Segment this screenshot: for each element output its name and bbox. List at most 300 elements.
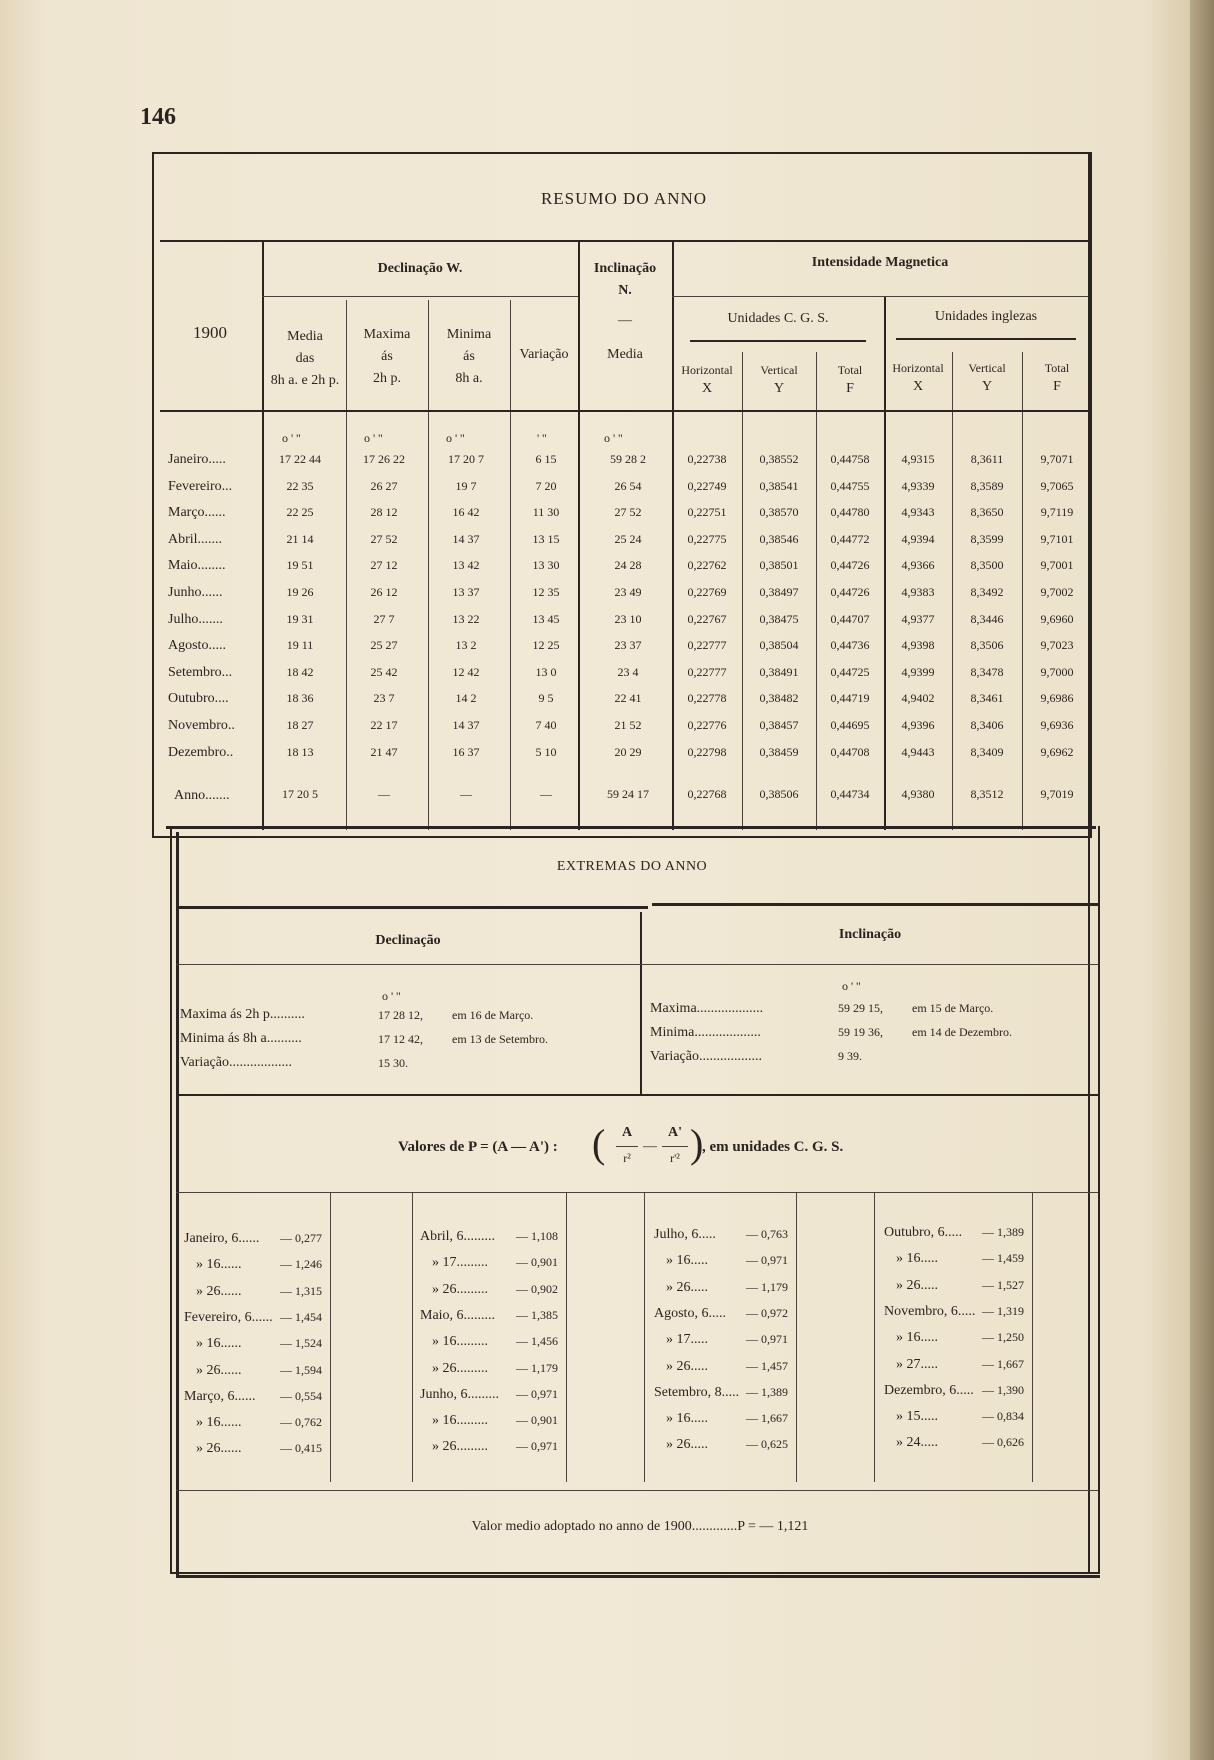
p-row-value: — 1,454 (280, 1309, 322, 1324)
p-row-label: Março, 6...... (184, 1388, 256, 1404)
cell-cy: 0,38541 (759, 478, 799, 493)
ing-y: Y (981, 379, 993, 394)
p-row-value: — 0,762 (280, 1415, 322, 1430)
col-minima-1: Minima (446, 327, 492, 342)
p-row-label: » 16..... (666, 1253, 708, 1269)
cell-maxima: 27 52 (370, 531, 398, 546)
p-row-label: Setembro, 8..... (654, 1384, 740, 1400)
cgs-y: Y (773, 381, 785, 396)
p-row-value: — 0,277 (280, 1231, 322, 1245)
cell-iy: 8,3492 (970, 585, 1004, 599)
anno-cx: 0,22768 (687, 787, 727, 801)
p-row-value: — 1,527 (982, 1277, 1024, 1292)
cell-cy: 0,38570 (759, 505, 799, 520)
cell-minima: 13 2 (455, 638, 477, 653)
cell-minima: 14 37 (452, 718, 480, 732)
unit-marks-maxima: o ' '' (364, 431, 383, 445)
cell-variacao: 11 30 (532, 505, 560, 520)
cell-incl: 27 52 (614, 505, 642, 520)
p-row-label: Novembro, 6..... (884, 1303, 976, 1319)
p-row-value: — 1,108 (516, 1229, 558, 1243)
decl-extrema-date: em 16 de Março. (452, 1008, 534, 1022)
cell-cf: 0,44726 (830, 558, 870, 573)
p-row-value: — 1,315 (280, 1283, 322, 1298)
cell-minima: 16 42 (452, 505, 480, 520)
intensidade-header: Intensidade Magnetica (811, 255, 949, 270)
cell-media: 19 31 (286, 611, 314, 626)
row-month: Janeiro..... (168, 452, 226, 467)
cell-maxima: 23 7 (373, 691, 395, 706)
cell-cx: 0,22798 (687, 744, 727, 759)
cell-incl: 22 41 (614, 691, 642, 706)
extremas-inclinacao-header: Inclinação (838, 927, 902, 942)
col-minima-3: 8h a. (455, 371, 483, 386)
valores-paren-open: ( (592, 1121, 606, 1166)
cell-media: 21 14 (286, 531, 314, 546)
extremas-units-decl: o ' '' (382, 989, 401, 1003)
cell-cy: 0,38501 (759, 558, 799, 573)
cell-cy: 0,38504 (759, 638, 799, 653)
p-row-label: » 15..... (896, 1409, 938, 1425)
cell-maxima: 27 12 (370, 558, 398, 573)
p-row-value: — 0,834 (982, 1409, 1024, 1424)
cell-maxima: 26 12 (370, 585, 398, 599)
p-row-label: » 16......... (432, 1334, 488, 1350)
p-row-label: » 16..... (666, 1411, 708, 1427)
unit-marks-incl: o ' '' (604, 431, 623, 445)
cell-ix: 4,9399 (901, 664, 935, 679)
p-row-value: — 1,667 (982, 1356, 1024, 1371)
p-row-label: » 26..... (666, 1279, 708, 1295)
p-row-value: — 1,390 (982, 1382, 1024, 1397)
cell-incl: 23 37 (614, 638, 642, 653)
cell-minima: 17 20 7 (448, 452, 484, 466)
col-media-2: das (295, 351, 315, 366)
cell-media: 18 42 (286, 664, 314, 679)
cell-if: 9,7119 (1040, 505, 1074, 520)
p-row-label: Outubro, 6..... (884, 1225, 963, 1240)
p-row-value: — 0,554 (280, 1388, 322, 1403)
cell-variacao: 13 45 (532, 611, 560, 626)
p-row-label: » 26......... (432, 1281, 488, 1297)
row-month: Novembro.. (168, 718, 235, 733)
ing-f: F (1053, 379, 1061, 394)
p-row-value: — 1,524 (280, 1336, 322, 1351)
extremas-declinacao-header: Declinação (375, 933, 441, 948)
p-row-label: » 26...... (196, 1283, 242, 1299)
p-row-label: Dezembro, 6..... (884, 1382, 974, 1398)
cell-variacao: 13 15 (532, 531, 560, 546)
cell-incl: 25 24 (614, 531, 642, 546)
cell-if: 9,7065 (1040, 478, 1074, 493)
cell-media: 22 35 (286, 478, 314, 493)
cell-cf: 0,44726 (830, 585, 870, 599)
p-row-label: » 26...... (196, 1441, 242, 1457)
incl-extrema-value: 9 39. (838, 1049, 862, 1063)
ing-total: Total (1044, 361, 1070, 375)
row-month: Dezembro.. (168, 744, 234, 760)
declinacao-header: Declinação W. (377, 261, 463, 276)
resumo-table-frame (152, 152, 1092, 838)
cell-iy: 8,3506 (970, 638, 1004, 653)
cell-maxima: 25 27 (370, 638, 398, 653)
cell-incl: 23 49 (614, 585, 642, 599)
cell-media: 18 36 (286, 691, 314, 706)
p-row-value: — 1,246 (280, 1257, 322, 1272)
cell-variacao: 13 30 (532, 558, 560, 573)
p-row-label: » 26......... (432, 1360, 488, 1376)
cell-iy: 8,3589 (970, 478, 1004, 493)
page-number: 146 (140, 104, 176, 130)
unidades-inglezas: Unidades inglezas (934, 309, 1038, 324)
cell-cy: 0,38497 (759, 585, 799, 599)
cell-cy: 0,38491 (759, 664, 799, 679)
cell-maxima: 21 47 (370, 744, 398, 759)
cell-maxima: 22 17 (370, 718, 398, 732)
cell-cf: 0,44772 (830, 531, 870, 546)
valores-title-prefix: Valores de P = (A — A') : (398, 1139, 558, 1155)
p-row-label: » 16...... (196, 1415, 242, 1431)
p-row-label: » 27..... (896, 1356, 938, 1372)
cgs-f: F (846, 381, 854, 396)
p-row-value: — 0,626 (982, 1435, 1024, 1450)
incl-extrema-label: Maxima................... (650, 1001, 764, 1016)
valores-frac2-num: A' (668, 1125, 682, 1140)
p-row-label: Agosto, 6..... (654, 1305, 726, 1321)
valores-frac1-den: r² (623, 1151, 631, 1165)
cell-cf: 0,44755 (830, 478, 870, 493)
cell-cf: 0,44719 (830, 691, 870, 706)
col-maxima-2: ás (381, 349, 393, 364)
p-row-label: » 26..... (896, 1277, 938, 1293)
p-row-value: — 0,971 (746, 1253, 788, 1268)
p-row-value: — 1,456 (516, 1334, 558, 1349)
cell-incl: 20 29 (614, 744, 642, 759)
anno-label: Anno....... (174, 788, 230, 803)
cell-cx: 0,22769 (687, 585, 727, 599)
cell-cx: 0,22777 (687, 638, 727, 653)
p-row-value: — 0,763 (746, 1227, 788, 1241)
p-row-label: Julho, 6..... (654, 1227, 716, 1242)
anno-media: 17 20 5 (282, 787, 318, 801)
anno-iy: 8,3512 (970, 787, 1004, 801)
cell-minima: 14 2 (455, 691, 477, 706)
anno-cf: 0,44734 (830, 787, 870, 801)
incl-extrema-value: 59 19 36, (838, 1025, 883, 1039)
cgs-x: X (701, 381, 713, 396)
cgs-vertical: Vertical (760, 363, 798, 377)
row-month: Fevereiro... (168, 478, 233, 494)
inclinacao-header: Inclinação (593, 261, 657, 276)
cell-media: 18 27 (286, 718, 314, 732)
cell-cx: 0,22777 (687, 664, 727, 679)
cell-variacao: 12 25 (532, 638, 560, 653)
cell-ix: 4,9383 (901, 585, 935, 599)
col-media-3: 8h a. e 2h p. (270, 373, 340, 388)
row-month: Setembro... (168, 664, 233, 680)
cell-cy: 0,38475 (759, 611, 799, 626)
cell-cx: 0,22749 (687, 478, 727, 493)
cell-cx: 0,22738 (687, 452, 727, 466)
p-row-value: — 0,625 (746, 1437, 788, 1452)
decl-extrema-label: Maxima ás 2h p.......... (180, 1007, 305, 1022)
col-media-1: Media (287, 329, 323, 344)
cell-variacao: 7 40 (535, 718, 557, 732)
row-month: Agosto..... (168, 638, 226, 654)
cell-ix: 4,9343 (901, 505, 935, 520)
p-row-label: Maio, 6......... (420, 1307, 496, 1323)
p-row-value: — 1,457 (746, 1358, 788, 1373)
p-row-value: — 0,901 (516, 1413, 558, 1428)
ing-horizontal: Horizontal (892, 361, 944, 375)
cell-if: 9,7002 (1040, 585, 1074, 599)
cell-variacao: 13 0 (535, 664, 557, 679)
ing-x: X (912, 379, 924, 394)
p-row-value: — 1,385 (516, 1307, 558, 1322)
incl-extrema-date: em 14 de Dezembro. (912, 1025, 1012, 1039)
unit-marks-media: o ' '' (282, 431, 301, 445)
valores-paren-close: ) (690, 1121, 704, 1166)
cell-maxima: 25 42 (370, 664, 398, 679)
incl-extrema-label: Minima................... (650, 1025, 761, 1040)
p-row-label: Junho, 6......... (420, 1386, 499, 1402)
cell-minima: 16 37 (452, 744, 480, 759)
p-row-label: » 16...... (196, 1336, 242, 1352)
row-month: Março...... (168, 505, 226, 521)
row-month: Julho....... (168, 611, 223, 627)
anno-incl: 59 24 17 (607, 787, 649, 801)
decl-extrema-value: 17 28 12, (378, 1008, 423, 1022)
cell-if: 9,7001 (1040, 558, 1074, 573)
cell-minima: 13 37 (452, 585, 480, 599)
anno-maxima: — (378, 787, 390, 801)
p-row-value: — 0,971 (746, 1332, 788, 1347)
cell-iy: 8,3650 (970, 505, 1004, 520)
col-minima-2: ás (463, 349, 475, 364)
decl-extrema-date: em 13 de Setembro. (452, 1032, 548, 1046)
p-row-label: » 26..... (666, 1437, 708, 1453)
cgs-total: Total (837, 363, 863, 377)
p-row-label: » 17......... (432, 1255, 488, 1271)
anno-minima: — (460, 787, 472, 801)
cell-ix: 4,9394 (901, 531, 935, 546)
cell-if: 9,6960 (1040, 611, 1074, 626)
cell-if: 9,6962 (1040, 744, 1074, 759)
cell-iy: 8,3611 (970, 452, 1004, 466)
p-row-label: Abril, 6......... (420, 1229, 496, 1244)
p-row-label: » 24..... (896, 1435, 938, 1451)
cell-ix: 4,9377 (901, 611, 935, 626)
cell-ix: 4,9402 (901, 691, 935, 706)
cell-if: 9,7071 (1040, 452, 1074, 466)
decl-extrema-value: 15 30. (378, 1056, 408, 1070)
p-row-label: Janeiro, 6...... (184, 1231, 260, 1246)
p-row-value: — 0,971 (516, 1439, 558, 1454)
cell-cy: 0,38459 (759, 744, 799, 759)
inclinacao-dash: — (618, 313, 632, 328)
resumo-title: RESUMO DO ANNO (540, 189, 708, 208)
p-row-value: — 1,389 (982, 1225, 1024, 1239)
p-row-value: — 1,319 (982, 1303, 1024, 1318)
unit-marks-minima: o ' '' (446, 431, 465, 445)
cell-iy: 8,3446 (970, 611, 1004, 626)
cell-cx: 0,22751 (687, 505, 727, 520)
cell-cx: 0,22762 (687, 558, 727, 573)
p-row-value: — 0,971 (516, 1386, 558, 1401)
valores-title-suffix: , em unidades C. G. S. (702, 1139, 844, 1155)
cell-cf: 0,44695 (830, 718, 870, 732)
p-row-label: » 26..... (666, 1358, 708, 1374)
cell-media: 22 25 (286, 505, 314, 520)
cell-iy: 8,3461 (970, 691, 1004, 706)
inclinacao-header-n: N. (618, 283, 632, 298)
cell-cx: 0,22778 (687, 691, 727, 706)
cell-ix: 4,9366 (901, 558, 935, 573)
incl-extrema-value: 59 29 15, (838, 1001, 883, 1015)
cell-if: 9,6986 (1040, 691, 1074, 706)
extremas-title: EXTREMAS DO ANNO (556, 859, 708, 874)
cell-variacao: 7 20 (535, 478, 557, 493)
p-row-label: » 16..... (896, 1251, 938, 1267)
p-row-value: — 0,902 (516, 1281, 558, 1296)
decl-extrema-label: Minima ás 8h a.......... (180, 1031, 302, 1046)
cell-cx: 0,22775 (687, 531, 727, 546)
incl-extrema-label: Variação.................. (650, 1049, 762, 1064)
cell-maxima: 28 12 (370, 505, 398, 520)
cell-incl: 23 4 (617, 664, 639, 679)
cell-media: 17 22 44 (279, 452, 321, 466)
cell-if: 9,7101 (1040, 531, 1074, 546)
p-row-label: Fevereiro, 6...... (184, 1309, 273, 1325)
p-row-label: » 26......... (432, 1439, 488, 1455)
cell-incl: 24 28 (614, 558, 642, 573)
p-row-value: — 0,972 (746, 1305, 788, 1320)
p-row-label: » 16......... (432, 1413, 488, 1429)
year-label: 1900 (193, 323, 227, 342)
cell-minima: 13 22 (452, 611, 480, 626)
cell-cf: 0,44707 (830, 611, 870, 626)
col-variacao: Variação (519, 347, 569, 362)
col-maxima-3: 2h p. (373, 371, 401, 386)
p-row-value: — 0,415 (280, 1441, 322, 1456)
cell-minima: 13 42 (452, 558, 480, 573)
decl-extrema-value: 17 12 42, (378, 1032, 423, 1046)
anno-ix: 4,9380 (901, 787, 935, 801)
unit-marks-variacao: ' '' (537, 431, 547, 445)
p-row-value: — 0,901 (516, 1255, 558, 1270)
cell-media: 19 26 (286, 585, 314, 599)
cell-cf: 0,44708 (830, 744, 870, 759)
p-row-label: » 16...... (196, 1257, 242, 1273)
cell-cx: 0,22767 (687, 611, 727, 626)
decl-extrema-label: Variação.................. (180, 1055, 292, 1070)
cell-variacao: 5 10 (535, 744, 557, 759)
cell-iy: 8,3409 (970, 744, 1004, 759)
cell-variacao: 6 15 (535, 452, 557, 466)
cell-variacao: 9 5 (538, 691, 554, 706)
page-edge (1190, 0, 1214, 1760)
cell-if: 9,7000 (1040, 664, 1074, 679)
row-month: Maio........ (168, 558, 226, 574)
cell-cf: 0,44780 (830, 505, 870, 520)
cell-iy: 8,3406 (970, 718, 1004, 732)
cell-cy: 0,38457 (759, 718, 799, 732)
p-row-value: — 1,594 (280, 1362, 322, 1377)
p-row-value: — 1,667 (746, 1411, 788, 1426)
p-row-label: » 16..... (896, 1330, 938, 1346)
valores-frac1-num: A (621, 1125, 633, 1140)
cell-media: 19 51 (286, 558, 314, 573)
cell-incl: 26 54 (614, 478, 642, 493)
p-row-value: — 1,389 (746, 1384, 788, 1399)
anno-if: 9,7019 (1040, 787, 1074, 801)
p-row-value: — 1,179 (516, 1360, 558, 1375)
cell-maxima: 17 26 22 (363, 452, 405, 466)
cell-minima: 12 42 (452, 664, 480, 679)
cell-minima: 14 37 (452, 531, 480, 546)
cell-incl: 23 10 (614, 611, 642, 626)
cell-maxima: 27 7 (373, 611, 395, 626)
cell-incl: 21 52 (614, 718, 642, 732)
p-row-value: — 1,459 (982, 1251, 1024, 1266)
cell-if: 9,6936 (1040, 718, 1074, 732)
cell-cf: 0,44736 (830, 638, 870, 653)
p-row-value: — 1,179 (746, 1279, 788, 1294)
incl-extrema-date: em 15 de Março. (912, 1001, 994, 1015)
cell-media: 19 11 (286, 638, 314, 653)
cell-iy: 8,3599 (970, 531, 1004, 546)
cgs-horizontal: Horizontal (681, 363, 733, 377)
cell-cy: 0,38552 (759, 452, 799, 466)
cell-cx: 0,22776 (687, 718, 727, 732)
cell-cy: 0,38482 (759, 691, 799, 706)
cell-maxima: 26 27 (370, 478, 398, 493)
cell-media: 18 13 (286, 744, 314, 759)
cell-incl: 59 28 2 (610, 452, 646, 466)
cell-cf: 0,44758 (830, 452, 870, 466)
col-maxima-1: Maxima (363, 327, 411, 342)
anno-variacao: — (540, 787, 552, 801)
row-month: Abril....... (168, 531, 223, 547)
cell-variacao: 12 35 (532, 585, 560, 599)
valores-minus: — (643, 1139, 657, 1154)
anno-cy: 0,38506 (759, 787, 799, 801)
cell-if: 9,7023 (1040, 638, 1074, 653)
lower-frame-outer (176, 832, 1100, 1578)
cell-ix: 4,9396 (901, 718, 935, 732)
cell-minima: 19 7 (455, 478, 477, 493)
p-row-label: » 26...... (196, 1362, 242, 1378)
row-month: Outubro.... (168, 691, 229, 707)
cell-ix: 4,9398 (901, 638, 935, 653)
cell-ix: 4,9339 (901, 478, 935, 493)
cell-cf: 0,44725 (830, 664, 870, 679)
p-row-value: — 1,250 (982, 1330, 1024, 1345)
p-row-label: » 17..... (666, 1332, 708, 1348)
valores-frac2-den: r'² (670, 1151, 680, 1165)
col-incl-media: Media (607, 347, 643, 362)
cell-ix: 4,9315 (901, 452, 935, 466)
ing-vertical: Vertical (968, 361, 1006, 375)
cell-iy: 8,3478 (970, 664, 1004, 679)
cell-ix: 4,9443 (901, 744, 935, 759)
row-month: Junho...... (168, 585, 223, 600)
unidades-cgs: Unidades C. G. S. (727, 311, 829, 326)
cell-cy: 0,38546 (759, 531, 799, 546)
valores-footer: Valor medio adoptado no anno de 1900.............P = — 1,121 (471, 1519, 809, 1534)
cell-iy: 8,3500 (970, 558, 1004, 573)
extremas-units-incl: o ' '' (842, 979, 861, 993)
